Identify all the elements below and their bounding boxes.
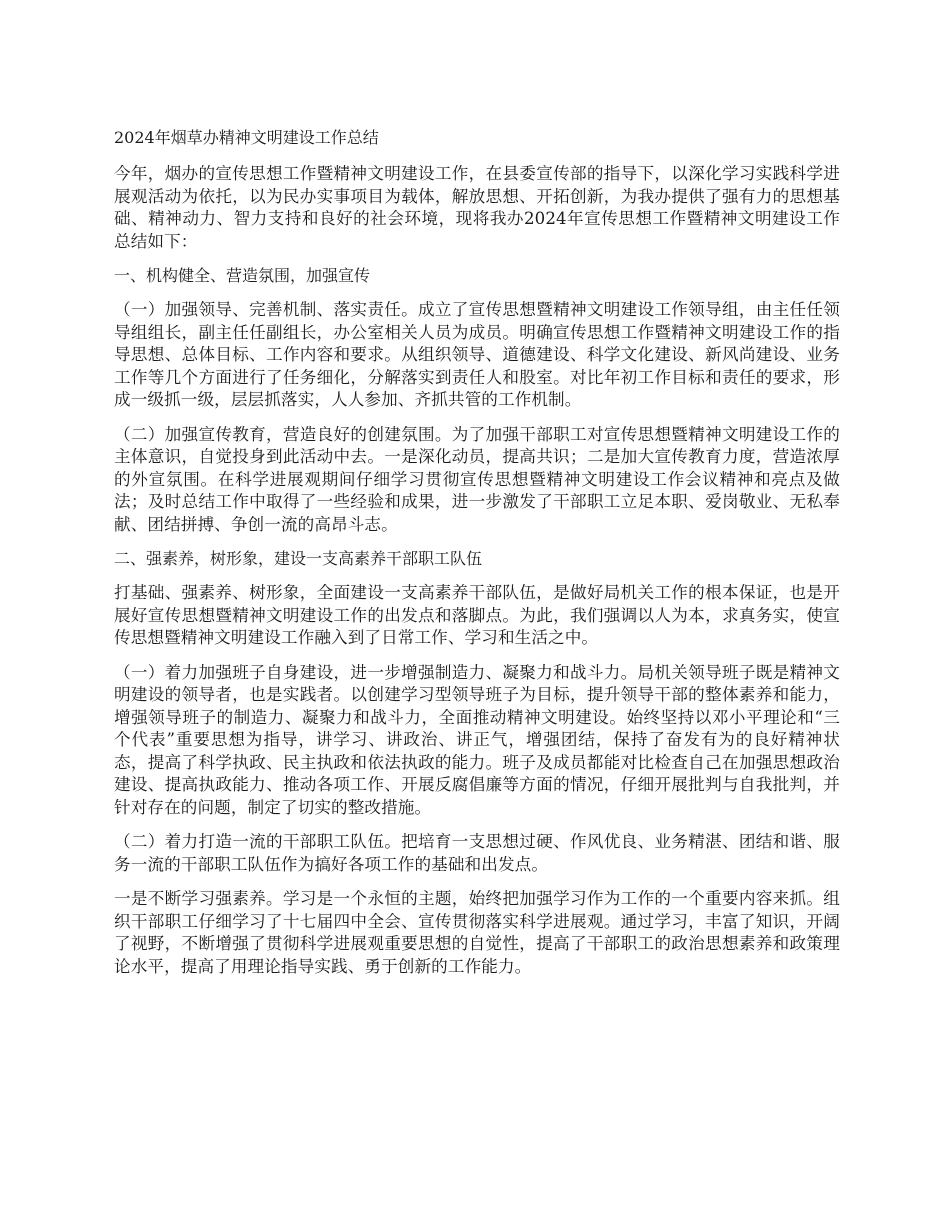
section-2-paragraph-2: （一）着力加强班子自身建设，进一步增强制造力、凝聚力和战斗力。局机关领导班子既是精神文明建设的领导者，也是实践者。以创建学习型领导班子为目标，提升领导干部的整体素养和能力，增强领导班子的制造力、凝聚力和战斗力，全面推动精神文明建设。始终坚持以邓小平理论和“三个代表”重要思想为指导，讲学习、讲政治、讲正气，增强团结，保持了奋发有为的良好精神状态，提高了科学执政、民主执政和依法执政的能力。班子及成员都能对比检查自己在加强思想政治建设、提高执政能力、推动各项工作、开展反腐倡廉等方面的情况，仔细开展批判与自我批判，并针对存在的问题，制定了切实的整改措施。 (114, 662, 840, 817)
section-2-paragraph-1: 打基础、强素养、树形象，全面建设一支高素养干部队伍，是做好局机关工作的根本保证，也是开展好宣传思想暨精神文明建设工作的出发点和落脚点。为此，我们强调以人为本，求真务实，使宣传思想暨精神文明建设工作融入到了日常工作、学习和生活之中。 (114, 583, 840, 647)
section-1-heading: 一、机构健全、营造氛围，加强宣传 (114, 266, 371, 285)
section-1-paragraph-1: （一）加强领导、完善机制、落实责任。成立了宣传思想暨精神文明建设工作领导组，由主任任领导组组长，副主任任副组长，办公室相关人员为成员。明确宣传思想工作暨精神文明建设工作的指导思想、总体目标、工作内容和要求。从组织领导、道德建设、科学文化建设、新风尚建设、业务工作等几个方面进行了任务细化，分解落实到责任人和股室。对比年初工作目标和责任的要求，形成一级抓一级，层层抓落实，人人参加、齐抓共管的工作机制。 (114, 300, 840, 409)
section-2-paragraph-4: 一是不断学习强素养。学习是一个永恒的主题，始终把加强学习作为工作的一个重要内容来抓。组织干部职工仔细学习了十七届四中全会、宣传贯彻落实科学进展观。通过学习，丰富了知识，开阔了视野，不断增强了贯彻科学进展观重要思想的自觉性，提高了干部职工的政治思想素养和政策理论水平，提高了用理论指导实践、勇于创新的工作能力。 (114, 889, 840, 976)
document-body (114, 127, 840, 990)
section-2-heading: 二、强素养，树形象，建设一支高素养干部职工队伍 (114, 549, 483, 568)
document-title: 2024年烟草办精神文明建设工作总结 (114, 128, 379, 147)
section-1-paragraph-2: （二）加强宣传教育，营造良好的创建氛围。为了加强干部职工对宣传思想暨精神文明建设工作的主体意识，自觉投身到此活动中去。一是深化动员，提高共识；二是加大宣传教育力度，营造浓厚的外宣氛围。在科学进展观期间仔细学习贯彻宣传思想暨精神文明建设工作会议精神和亮点及做法；及时总结工作中取得了一些经验和成果，进一步激发了干部职工立足本职、爱岗敬业、无私奉献、团结拼搏、争创一流的高昂斗志。 (114, 424, 840, 534)
section-2-paragraph-3: （二）着力打造一流的干部职工队伍。把培育一支思想过硬、作风优良、业务精湛、团结和谐、服务一流的干部职工队伍作为搞好各项工作的基础和出发点。 (114, 832, 840, 874)
intro-paragraph: 今年，烟办的宣传思想工作暨精神文明建设工作，在县委宣传部的指导下，以深化学习实践科学进展观活动为依托，以为民办实事项目为载体，解放思想、开拓创新，为我办提供了强有力的思想基础、精神动力、智力支持和良好的社会环境，现将我办2024年宣传思想工作暨精神文明建设工作总结如下： (114, 164, 840, 251)
